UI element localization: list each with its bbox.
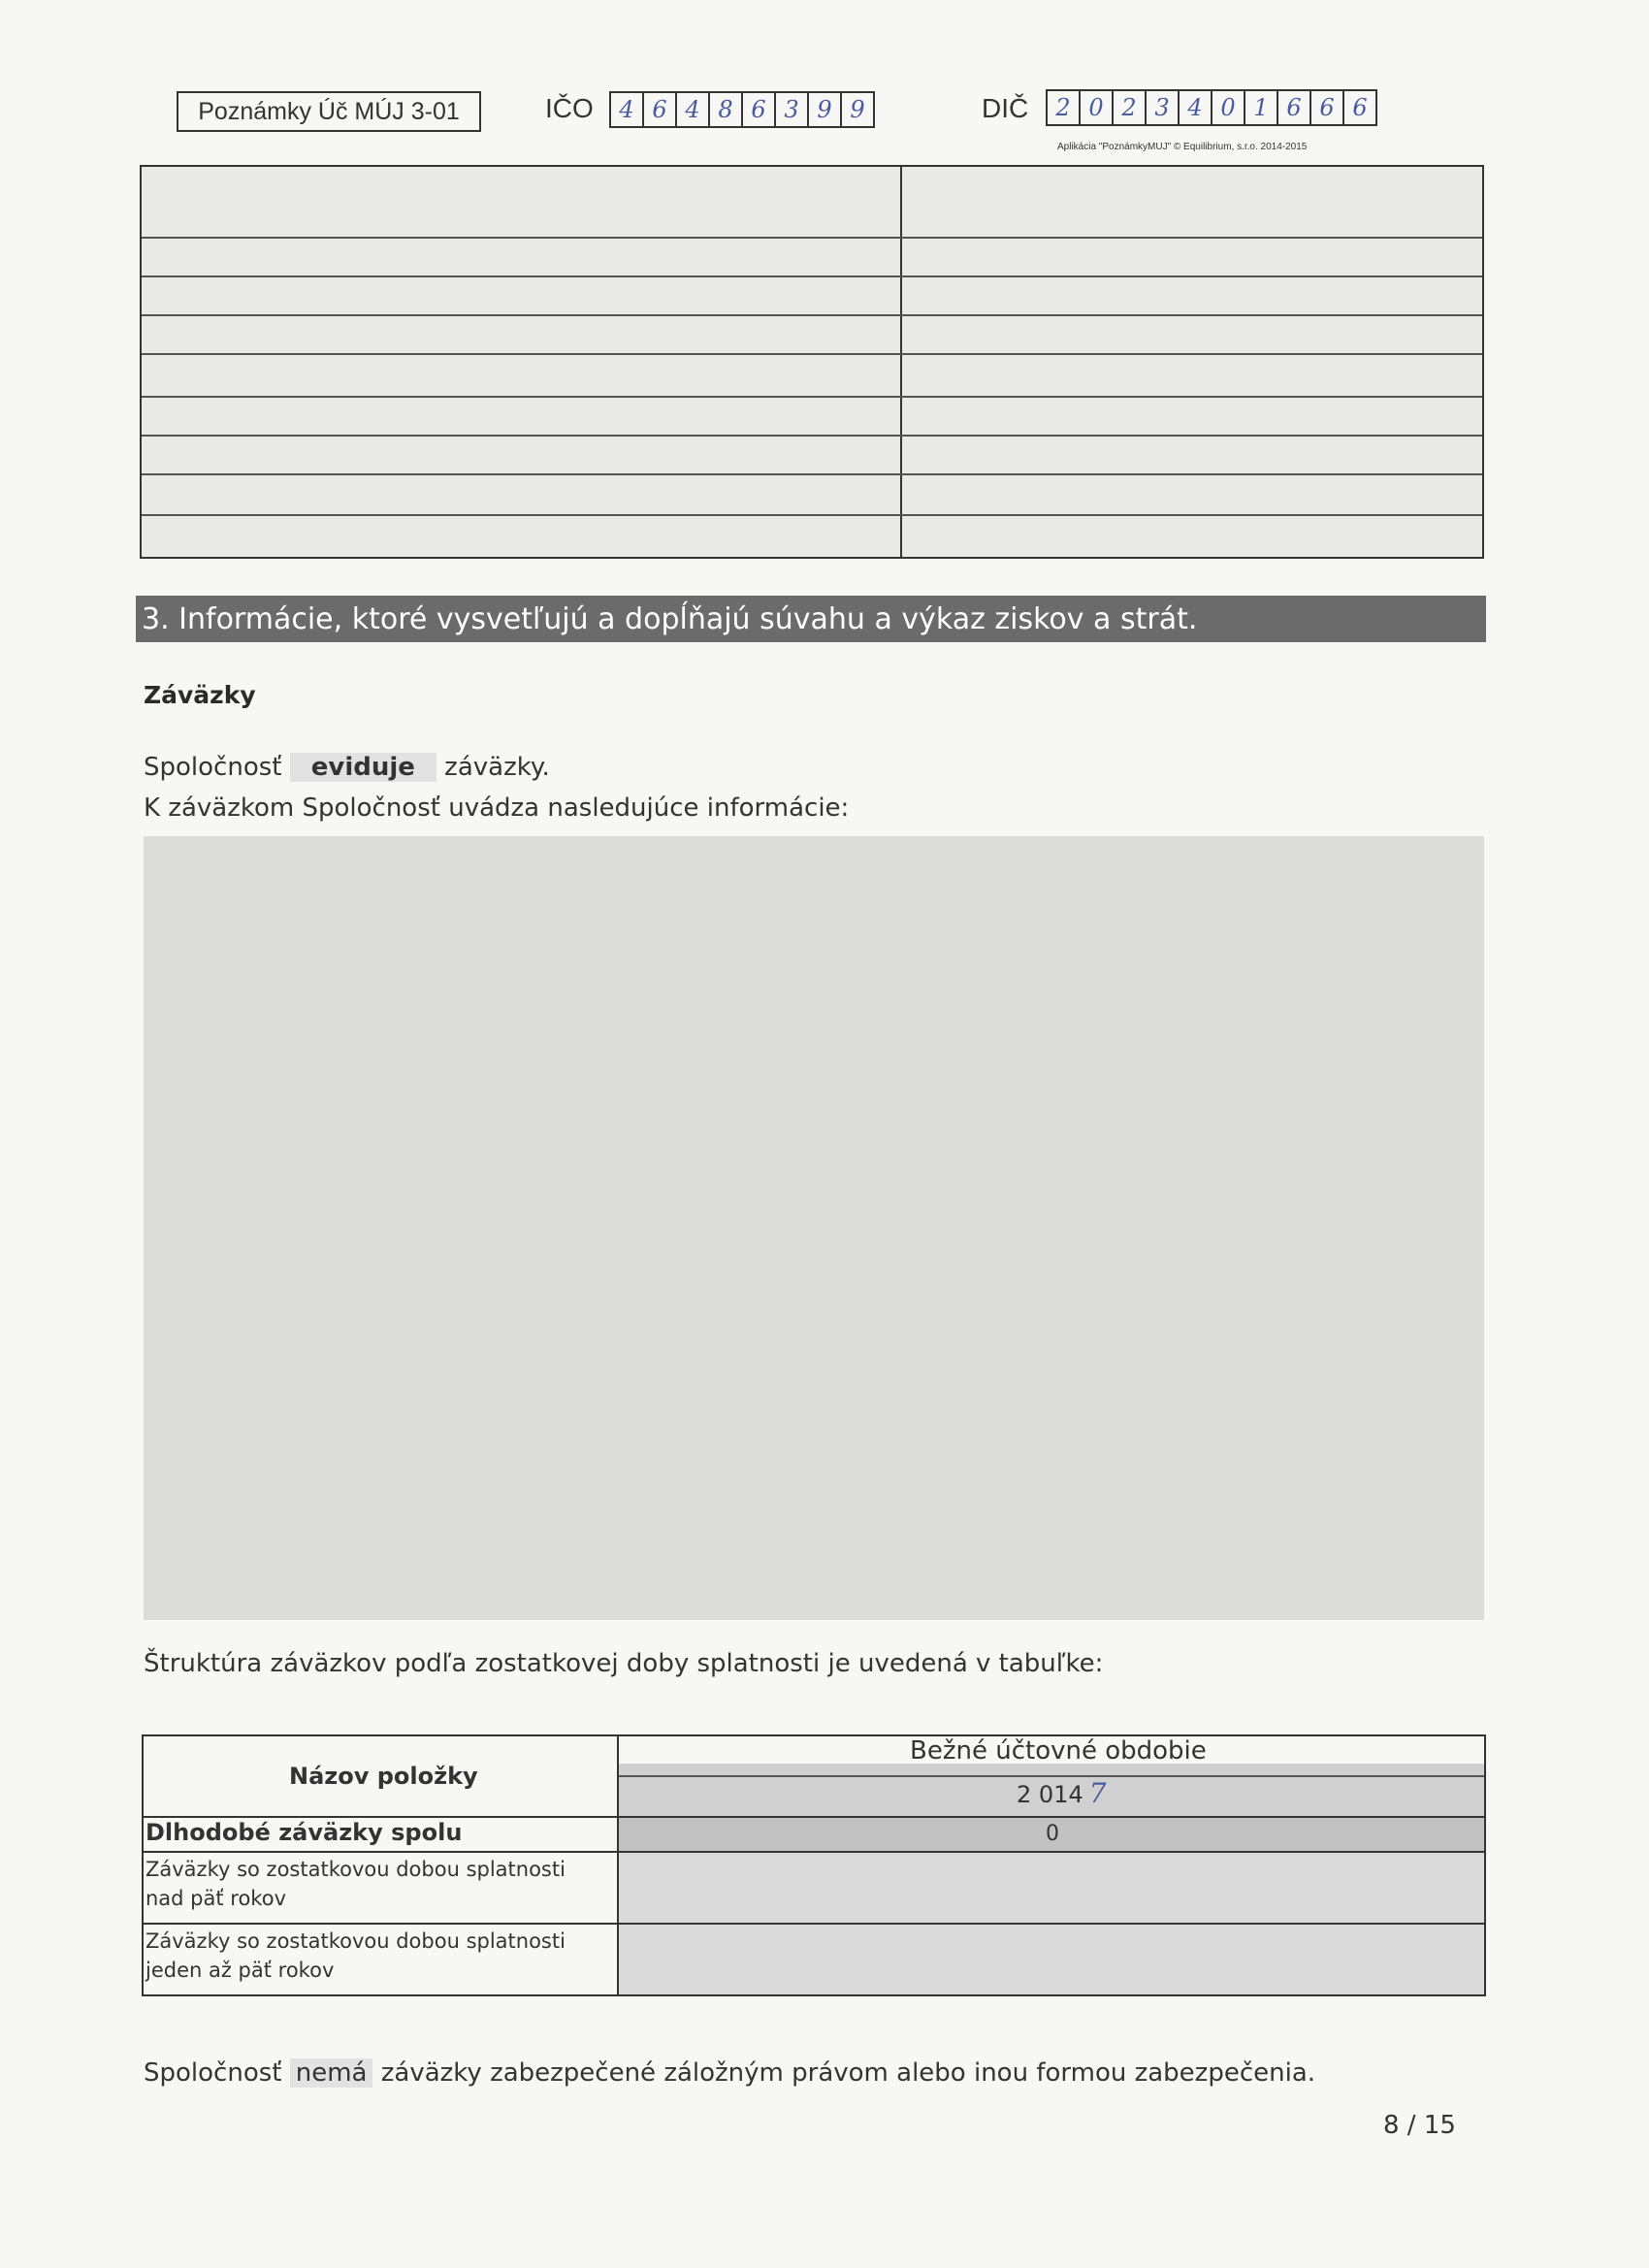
footer-suffix: záväzky zabezpečené záložným právom alebo inou formou zabezpečenia. bbox=[380, 2058, 1316, 2088]
line1-suffix: záväzky. bbox=[444, 753, 550, 782]
row-label-total: Dlhodobé záväzky spolu bbox=[146, 1819, 463, 1846]
year-top-line bbox=[619, 1775, 1484, 1777]
liabilities-info-intro: K záväzkom Spoločnosť uvádza nasledujúce informácie: bbox=[144, 794, 850, 823]
blank-row-line bbox=[142, 275, 1482, 277]
ico-digit: 9 bbox=[840, 93, 873, 126]
dic-digit: 3 bbox=[1145, 91, 1178, 124]
redacted-info-block bbox=[144, 836, 1484, 1620]
blank-row-line bbox=[142, 514, 1482, 516]
row-label-1to5 bbox=[146, 1927, 566, 1985]
footer-prefix: Spoločnosť bbox=[144, 2058, 282, 2088]
period-year-printed: 2 014 bbox=[1017, 1781, 1083, 1808]
app-credit: Aplikácia "PoznámkyMUJ" © Equilibrium, s.r.o. 2014-2015 bbox=[1057, 142, 1308, 152]
structure-intro: Štruktúra záväzkov podľa zostatkovej doby splatnosti je uvedená v tabuľke: bbox=[144, 1649, 1104, 1678]
column-divider bbox=[900, 167, 902, 557]
row-label-over5-line1: Záväzky so zostatkovou dobou splatnosti bbox=[146, 1858, 566, 1881]
ico-digit: 6 bbox=[741, 93, 774, 126]
dic-digit: 6 bbox=[1310, 91, 1342, 124]
total-row-line bbox=[144, 1851, 1484, 1853]
line1-prefix: Spoločnosť bbox=[144, 753, 282, 782]
blank-row-line bbox=[142, 473, 1482, 475]
blank-row-line bbox=[142, 237, 1482, 239]
blank-row-line bbox=[142, 396, 1482, 398]
ico-digit: 6 bbox=[642, 93, 675, 126]
row-label-1to5-line2: jeden až päť rokov bbox=[146, 1959, 335, 1982]
ico-digit: 4 bbox=[619, 96, 634, 123]
ico-digit: 4 bbox=[675, 93, 708, 126]
dic-digit: 6 bbox=[1277, 91, 1310, 124]
blank-table-continuation bbox=[140, 165, 1484, 559]
ico-label: IČO bbox=[545, 93, 594, 123]
row-label-over5 bbox=[146, 1855, 566, 1913]
secured-liabilities-line bbox=[144, 2058, 1315, 2088]
dic-digit: 2 bbox=[1112, 91, 1145, 124]
blank-row-line bbox=[142, 314, 1482, 316]
liabilities-status-line bbox=[144, 753, 550, 782]
row2-line bbox=[144, 1923, 1484, 1925]
dic-digit-boxes bbox=[1046, 89, 1377, 126]
liabilities-heading: Záväzky bbox=[144, 681, 256, 709]
page-number: 8 / 15 bbox=[1383, 2111, 1456, 2140]
liabilities-structure-table bbox=[142, 1734, 1486, 1996]
dic-digit: 4 bbox=[1178, 91, 1211, 124]
dic-label: DIČ bbox=[982, 93, 1029, 123]
ico-digit: 8 bbox=[708, 93, 741, 126]
dic-digit: 6 bbox=[1342, 91, 1375, 124]
row-label-over5-line2: nad päť rokov bbox=[146, 1887, 287, 1910]
row-label-1to5-line1: Záväzky so zostatkovou dobou splatnosti bbox=[146, 1929, 566, 1953]
row-value-total: 0 bbox=[1046, 1822, 1059, 1846]
ico-digit: 3 bbox=[774, 93, 807, 126]
secured-liabilities-value: nemá bbox=[290, 2058, 373, 2088]
dic-digit: 0 bbox=[1211, 91, 1244, 124]
period-year bbox=[1017, 1779, 1107, 1809]
ico-digit-boxes bbox=[609, 91, 875, 128]
dic-digit: 2 bbox=[1055, 94, 1071, 121]
blank-row-line bbox=[142, 435, 1482, 437]
col-header-period: Bežné účtovné obdobie bbox=[910, 1736, 1207, 1766]
blank-row-line bbox=[142, 353, 1482, 355]
col-header-name: Názov položky bbox=[289, 1763, 478, 1790]
section-title-bar: 3. Informácie, ktoré vysvetľujú a dopĺňajú súvahu a výkaz ziskov a strát. bbox=[136, 596, 1486, 642]
form-id-box: Poznámky Úč MÚJ 3-01 bbox=[177, 91, 481, 132]
dic-digit: 1 bbox=[1244, 91, 1277, 124]
liabilities-status-value: eviduje bbox=[290, 753, 436, 782]
period-year-handwritten: 7 bbox=[1088, 1777, 1107, 1809]
ico-digit: 9 bbox=[807, 93, 840, 126]
dic-digit: 0 bbox=[1079, 91, 1112, 124]
